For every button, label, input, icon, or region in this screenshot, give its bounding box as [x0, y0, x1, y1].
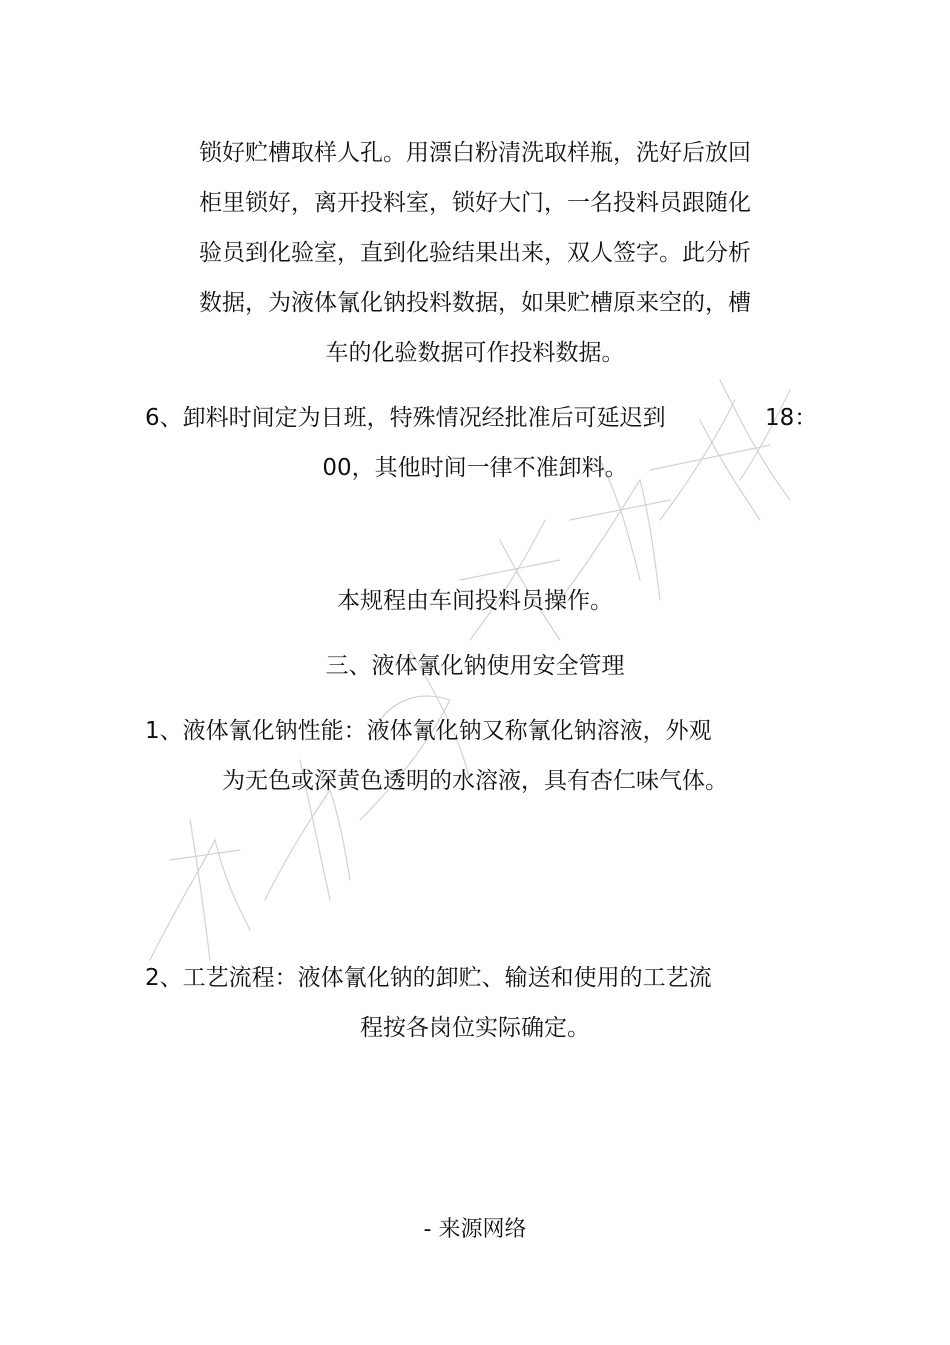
paragraph-line: 柜里锁好，离开投料室，锁好大门，一名投料员跟随化 [199, 190, 751, 216]
page-footer: - 来源网络 [423, 1217, 527, 1242]
item-6-time: 18： [765, 405, 818, 431]
section-item-1-line: 1、液体氰化钠性能：液体氰化钠又称氰化钠溶液，外观 [145, 718, 712, 744]
paragraph-line: 验员到化验室，直到化验结果出来，双人签字。此分析 [199, 240, 751, 266]
paragraph-line: 车的化验数据可作投料数据。 [325, 340, 625, 366]
operator-note: 本规程由车间投料员操作。 [337, 588, 613, 614]
item-6-line: 00，其他时间一律不准卸料。 [322, 455, 628, 481]
section-item-2-line: 程按各岗位实际确定。 [360, 1015, 590, 1041]
item-6-line: 6、卸料时间定为日班，特殊情况经批准后可延迟到 [145, 405, 666, 431]
paragraph-line: 锁好贮槽取样人孔。用漂白粉清洗取样瓶，洗好后放回 [199, 140, 751, 166]
paragraph-line: 数据，为液体氰化钠投料数据，如果贮槽原来空的，槽 [199, 290, 751, 316]
section-item-1-line: 为无色或深黄色透明的水溶液，具有杏仁味气体。 [222, 768, 728, 794]
section-title: 三、液体氰化钠使用安全管理 [325, 653, 625, 679]
section-item-2-line: 2、工艺流程：液体氰化钠的卸贮、输送和使用的工艺流 [145, 965, 712, 991]
